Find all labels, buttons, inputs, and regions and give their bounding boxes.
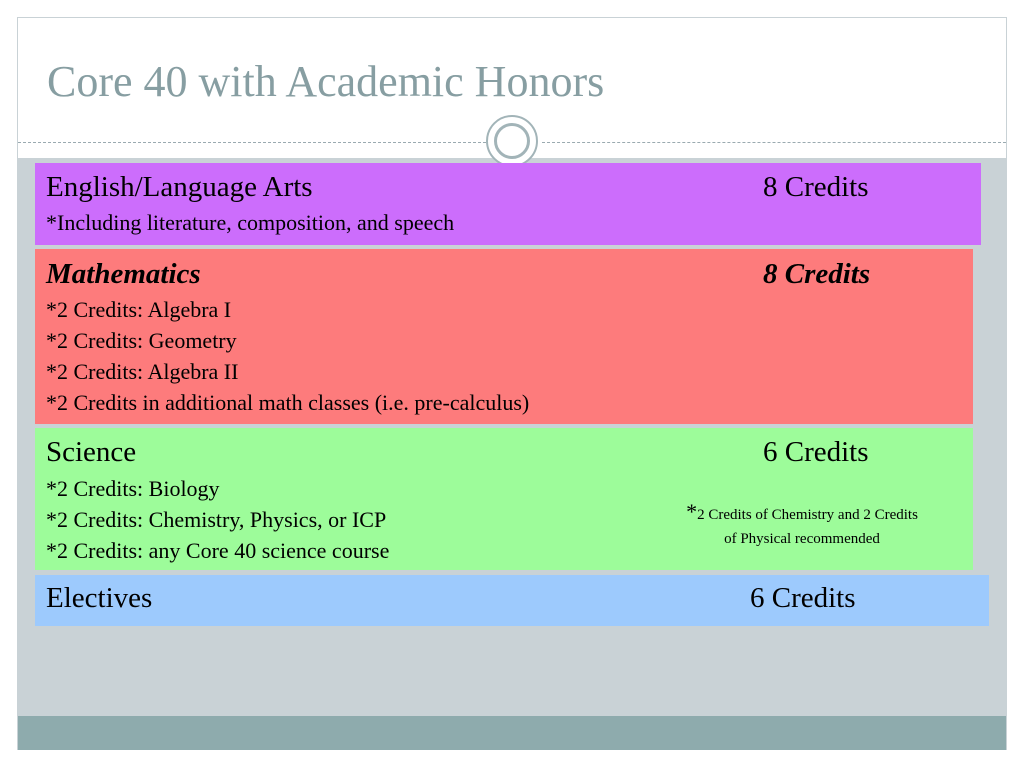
note-line-2: of Physical recommended <box>724 531 880 547</box>
subject-detail: *2 Credits: Algebra II <box>46 359 239 384</box>
science-credit-box <box>35 428 973 570</box>
subject-detail: *2 Credits in additional math classes (i.e. pre-calculus) <box>46 390 530 415</box>
subject-name: Science <box>46 436 137 468</box>
electives-credit-box <box>35 575 989 626</box>
subject-detail: *2 Credits: Chemistry, Physics, or ICP <box>46 507 387 532</box>
science-recommendation-note <box>647 500 957 551</box>
note-asterisk: * <box>686 499 698 524</box>
circle-ornament-icon <box>486 115 538 167</box>
subject-name: English/Language Arts <box>46 171 313 203</box>
subject-detail: *2 Credits: any Core 40 science course <box>46 538 390 563</box>
subject-credits: 6 Credits <box>763 436 869 468</box>
subject-name: Mathematics <box>46 258 201 290</box>
note-line-1: 2 Credits of Chemistry and 2 Credits <box>697 507 918 523</box>
subject-detail: *Including literature, composition, and speech <box>46 210 455 235</box>
subject-credits: 6 Credits <box>750 582 856 614</box>
math-credit-box <box>35 249 973 424</box>
subject-detail: *2 Credits: Algebra I <box>46 297 232 322</box>
subject-credits: 8 Credits <box>763 171 869 203</box>
header-divider-right <box>542 142 1006 143</box>
english-credit-box <box>35 163 981 245</box>
subject-detail: *2 Credits: Geometry <box>46 328 237 353</box>
slide <box>17 17 1007 750</box>
footer-bar <box>18 716 1006 750</box>
subject-credits: 8 Credits <box>763 258 871 290</box>
header-divider-left <box>18 142 486 143</box>
slide-title: Core 40 with Academic Honors <box>47 57 605 106</box>
subject-name: Electives <box>46 582 153 614</box>
subject-detail: *2 Credits: Biology <box>46 476 220 501</box>
